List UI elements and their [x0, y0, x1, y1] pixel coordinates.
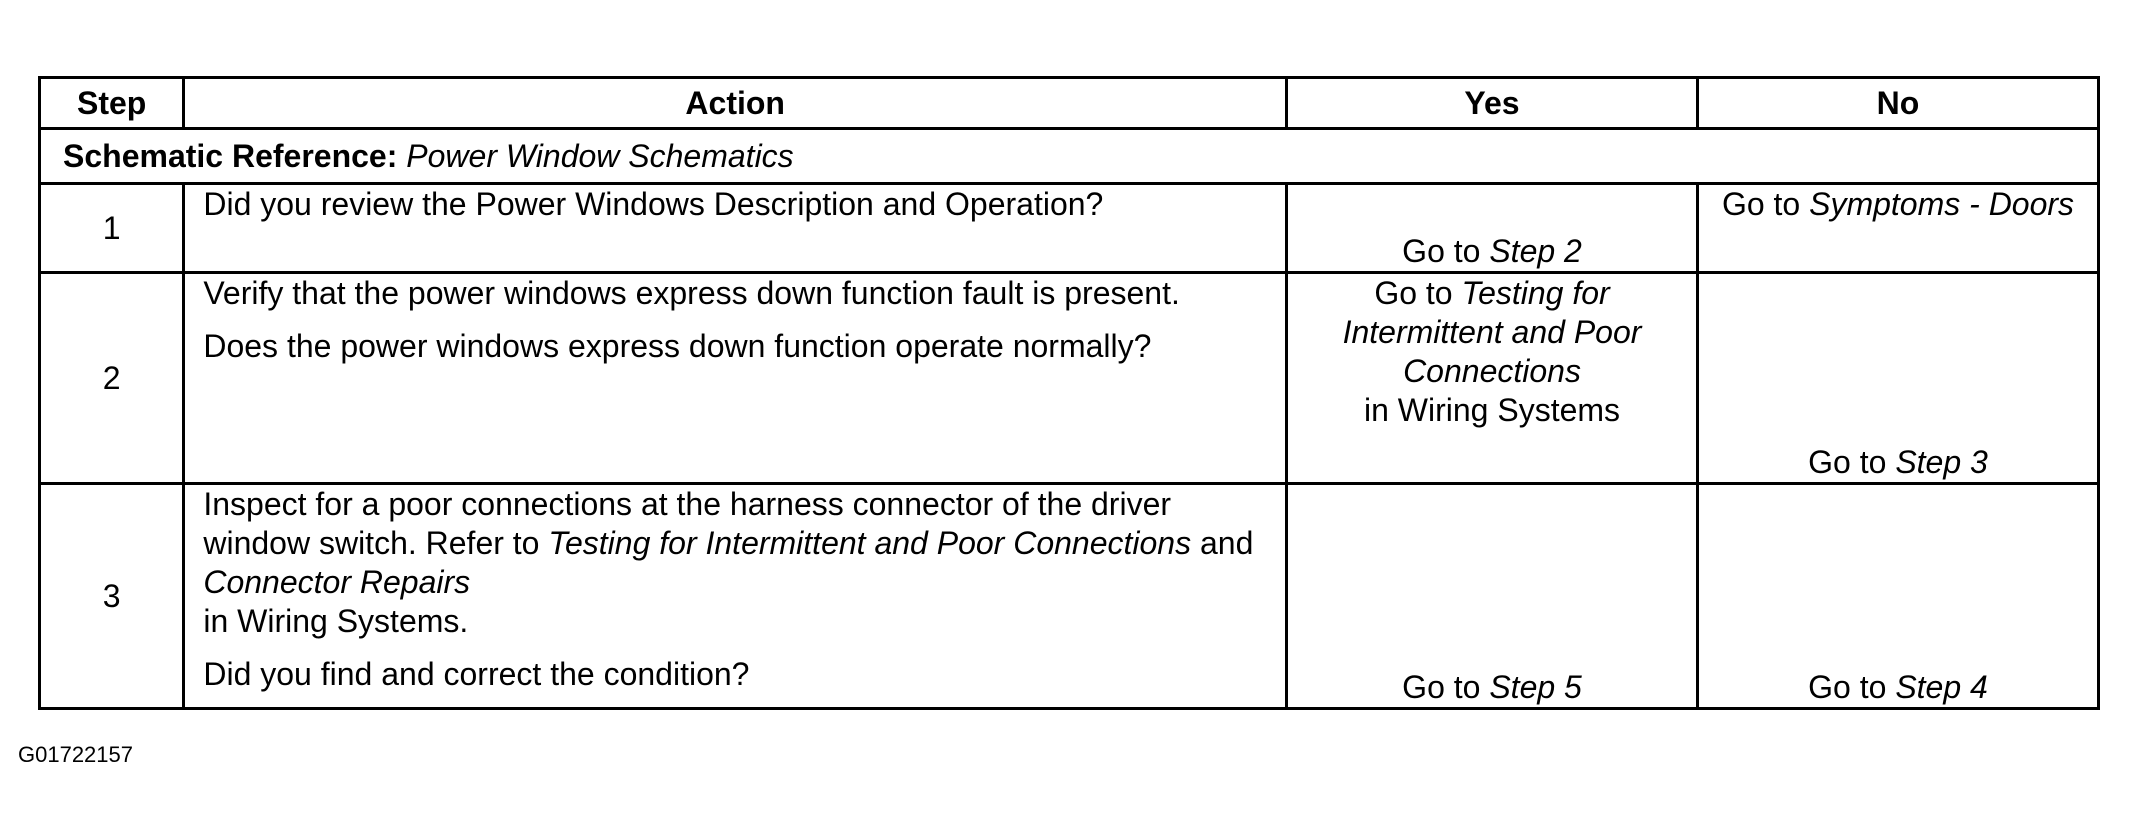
table-row-step-2: [40, 273, 2099, 484]
action-text: Did you review the Power Windows Description and Operation?: [203, 186, 1104, 222]
no-prefix: Go to: [1808, 444, 1887, 480]
no-cell: [1698, 273, 2099, 484]
yes-cell: [1287, 273, 1698, 484]
table-row-step-1: [40, 184, 2099, 273]
no-link[interactable]: Step 3: [1895, 444, 1988, 480]
table-row-step-3: [40, 484, 2099, 709]
action-text-part: Inspect for a poor connections at the harness connector of the driver window switch. Refer to: [203, 486, 1172, 561]
yes-prefix: Go to: [1402, 669, 1481, 705]
no-cell: [1698, 184, 2099, 273]
header-row: [40, 78, 2099, 129]
action-link-testing[interactable]: Testing for Intermittent and Poor Connections: [548, 525, 1192, 561]
no-cell: [1698, 484, 2099, 709]
action-cell: [184, 484, 1287, 709]
action-question: Does the power windows express down function operate normally?: [203, 328, 1152, 364]
yes-prefix: Go to: [1374, 275, 1453, 311]
header-step: Step: [40, 78, 184, 129]
no-link[interactable]: Step 4: [1895, 669, 1988, 705]
step-number: 2: [40, 273, 184, 484]
diagnostic-table: [38, 76, 2100, 710]
action-text: [203, 485, 1267, 641]
schematic-reference: [40, 129, 2099, 184]
header-action: Action: [184, 78, 1287, 129]
schematic-reference-label: Schematic Reference:: [63, 137, 398, 174]
step-number: 1: [40, 184, 184, 273]
schematic-reference-link[interactable]: Power Window Schematics: [406, 137, 794, 174]
no-prefix: Go to: [1808, 669, 1887, 705]
yes-link[interactable]: Step 2: [1489, 233, 1582, 269]
yes-suffix: in Wiring Systems: [1363, 392, 1621, 428]
action-cell: [184, 184, 1287, 273]
action-text-part: in Wiring Systems.: [203, 603, 469, 639]
yes-link[interactable]: Testing for Intermittent and Poor Connections: [1342, 275, 1642, 389]
no-link[interactable]: Symptoms - Doors: [1809, 186, 2075, 222]
header-yes: Yes: [1287, 78, 1698, 129]
schematic-reference-row: [40, 129, 2099, 184]
action-question: Did you find and correct the condition?: [203, 656, 750, 692]
action-text-and: and: [1199, 525, 1254, 561]
no-prefix: Go to: [1721, 186, 1801, 222]
header-no: No: [1698, 78, 2099, 129]
action-link-connector-repairs[interactable]: Connector Repairs: [203, 564, 471, 600]
figure-code: G01722157: [18, 742, 133, 767]
yes-cell: [1287, 184, 1698, 273]
yes-cell: [1287, 484, 1698, 709]
step-number: 3: [40, 484, 184, 709]
action-cell: [184, 273, 1287, 484]
yes-prefix: Go to: [1402, 233, 1481, 269]
action-text: Verify that the power windows express down function fault is present.: [203, 275, 1180, 311]
yes-link[interactable]: Step 5: [1489, 669, 1582, 705]
